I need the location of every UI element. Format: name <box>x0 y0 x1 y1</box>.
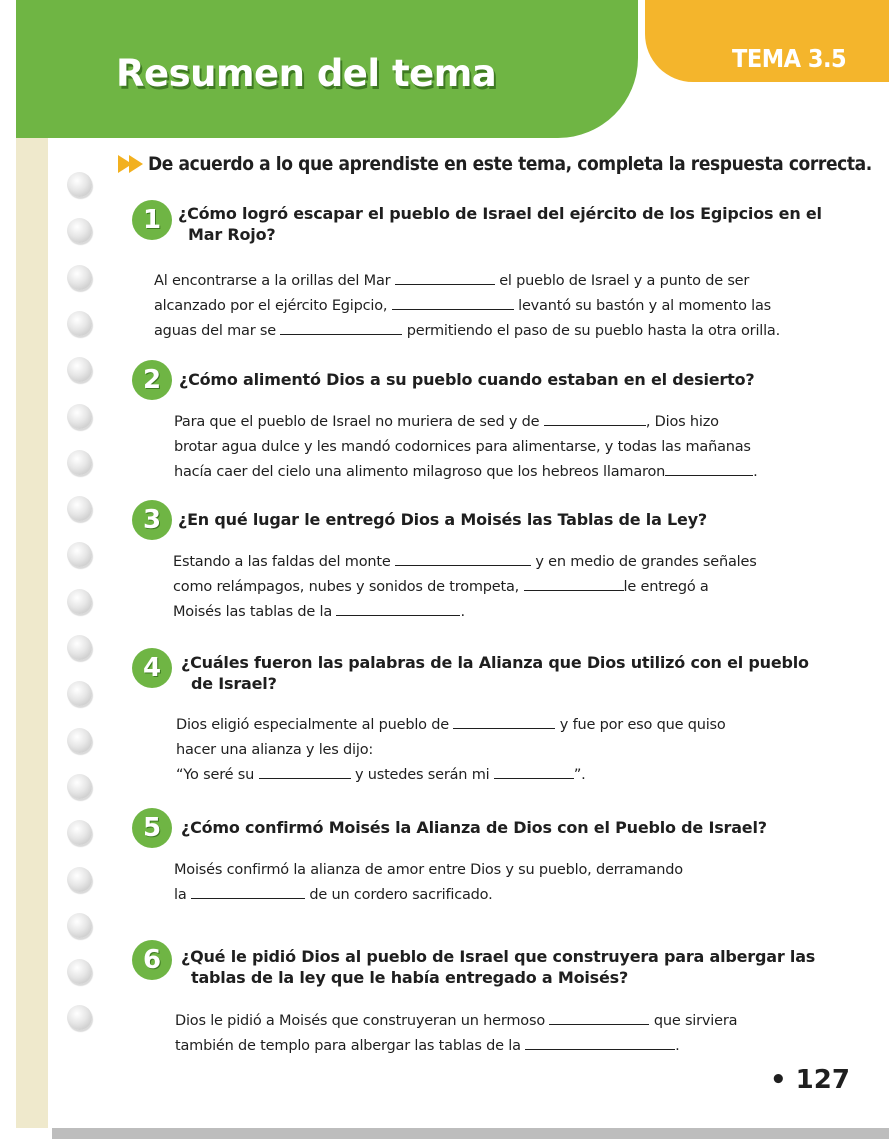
answer-line: la de un cordero sacrificado. <box>174 883 683 908</box>
instruction <box>118 153 872 175</box>
notebook-hole-icon <box>67 913 92 938</box>
answer-line: Dios le pidió a Moisés que construyeran un hermoso que sirviera <box>175 1009 737 1034</box>
answer-blank[interactable] <box>392 295 514 310</box>
answer-blank[interactable] <box>494 764 574 779</box>
answer-blank[interactable] <box>549 1010 649 1025</box>
question-title <box>179 369 754 390</box>
answer-blank[interactable] <box>395 270 495 285</box>
answer-text <box>176 713 726 788</box>
notebook-hole-icon <box>67 542 92 567</box>
tema-label: TEMA 3.5 <box>732 44 847 73</box>
page-shadow <box>52 1128 889 1139</box>
page-title: Resumen del tema <box>116 52 497 95</box>
notebook-hole-icon <box>67 404 92 429</box>
page-number: • 127 <box>770 1065 850 1095</box>
answer-text <box>174 858 683 908</box>
question-title-line: Mar Rojo? <box>188 225 276 244</box>
answer-line: aguas del mar se permitiendo el paso de su pueblo hasta la otra orilla. <box>154 319 780 344</box>
question-title <box>181 652 809 694</box>
question-number-badge: 3 <box>132 500 172 540</box>
answer-line: Dios eligió especialmente al pueblo de y fue por eso que quiso <box>176 713 726 738</box>
notebook-hole-icon <box>67 1005 92 1030</box>
answer-text <box>175 1009 737 1059</box>
answer-blank[interactable] <box>544 411 646 426</box>
notebook-hole-icon <box>67 959 92 984</box>
answer-blank[interactable] <box>395 551 531 566</box>
answer-line: Estando a las faldas del monte y en medio de grandes señales <box>173 550 757 575</box>
notebook-hole-icon <box>67 311 92 336</box>
notebook-hole-icon <box>67 589 92 614</box>
answer-text <box>173 550 757 625</box>
notebook-hole-icon <box>67 496 92 521</box>
answer-line: “Yo seré su y ustedes serán mi ”. <box>176 763 726 788</box>
answer-line: como relámpagos, nubes y sonidos de trompeta, le entregó a <box>173 575 757 600</box>
question-number-badge: 6 <box>132 940 172 980</box>
question-title-line: de Israel? <box>191 674 277 693</box>
question-title <box>178 203 822 245</box>
answer-blank[interactable] <box>191 884 305 899</box>
question-number-badge: 4 <box>132 648 172 688</box>
instruction-text: De acuerdo a lo que aprendiste en este tema, completa la respuesta correcta. <box>148 153 872 175</box>
question-title-line: ¿En qué lugar le entregó Dios a Moisés las Tablas de la Ley? <box>178 510 708 529</box>
question-title <box>181 817 767 838</box>
answer-line: alcanzado por el ejército Egipcio, levantó su bastón y al momento las <box>154 294 780 319</box>
notebook-binding-strip <box>16 0 48 1128</box>
question-number-badge: 1 <box>132 200 172 240</box>
answer-blank[interactable] <box>525 1035 675 1050</box>
notebook-hole-icon <box>67 820 92 845</box>
answer-blank[interactable] <box>280 320 402 335</box>
question-title <box>181 946 815 988</box>
notebook-hole-icon <box>67 774 92 799</box>
binding-holes <box>67 172 99 1032</box>
notebook-hole-icon <box>67 681 92 706</box>
answer-text <box>174 410 758 485</box>
answer-line: Al encontrarse a la orillas del Mar el pueblo de Israel y a punto de ser <box>154 269 780 294</box>
answer-line: brotar agua dulce y les mandó codornices para alimentarse, y todas las mañanas <box>174 439 751 455</box>
question-number-badge: 2 <box>132 360 172 400</box>
answer-text <box>154 269 780 344</box>
double-chevron-right-icon <box>118 155 140 173</box>
notebook-hole-icon <box>67 357 92 382</box>
answer-line: Moisés confirmó la alianza de amor entre Dios y su pueblo, derramando <box>174 862 683 878</box>
answer-line: Para que el pueblo de Israel no muriera de sed y de , Dios hizo <box>174 410 758 435</box>
notebook-hole-icon <box>67 635 92 660</box>
answer-blank[interactable] <box>336 601 460 616</box>
question-title-line: ¿Cómo confirmó Moisés la Alianza de Dios con el Pueblo de Israel? <box>181 818 767 837</box>
question-title-line: ¿Cómo alimentó Dios a su pueblo cuando estaban en el desierto? <box>179 370 755 389</box>
notebook-hole-icon <box>67 728 92 753</box>
question-title <box>178 509 707 530</box>
answer-line: hacer una alianza y les dijo: <box>176 742 374 758</box>
notebook-hole-icon <box>67 867 92 892</box>
question-title-line: ¿Qué le pidió Dios al pueblo de Israel que construyera para albergar las <box>181 947 816 966</box>
answer-blank[interactable] <box>524 576 624 591</box>
question-title-line: ¿Cuáles fueron las palabras de la Alianza que Dios utilizó con el pueblo <box>181 653 809 672</box>
answer-line: Moisés las tablas de la . <box>173 600 757 625</box>
answer-blank[interactable] <box>453 714 555 729</box>
notebook-hole-icon <box>67 450 92 475</box>
answer-line: hacía caer del cielo una alimento milagroso que los hebreos llamaron . <box>174 460 758 485</box>
answer-blank[interactable] <box>259 764 351 779</box>
question-title-line: tablas de la ley que le había entregado a Moisés? <box>191 968 629 987</box>
question-number-badge: 5 <box>132 808 172 848</box>
notebook-hole-icon <box>67 265 92 290</box>
question-title-line: ¿Cómo logró escapar el pueblo de Israel del ejército de los Egipcios en el <box>178 204 822 223</box>
notebook-hole-icon <box>67 172 92 197</box>
notebook-hole-icon <box>67 218 92 243</box>
answer-line: también de templo para albergar las tablas de la . <box>175 1034 737 1059</box>
answer-blank[interactable] <box>665 461 753 476</box>
